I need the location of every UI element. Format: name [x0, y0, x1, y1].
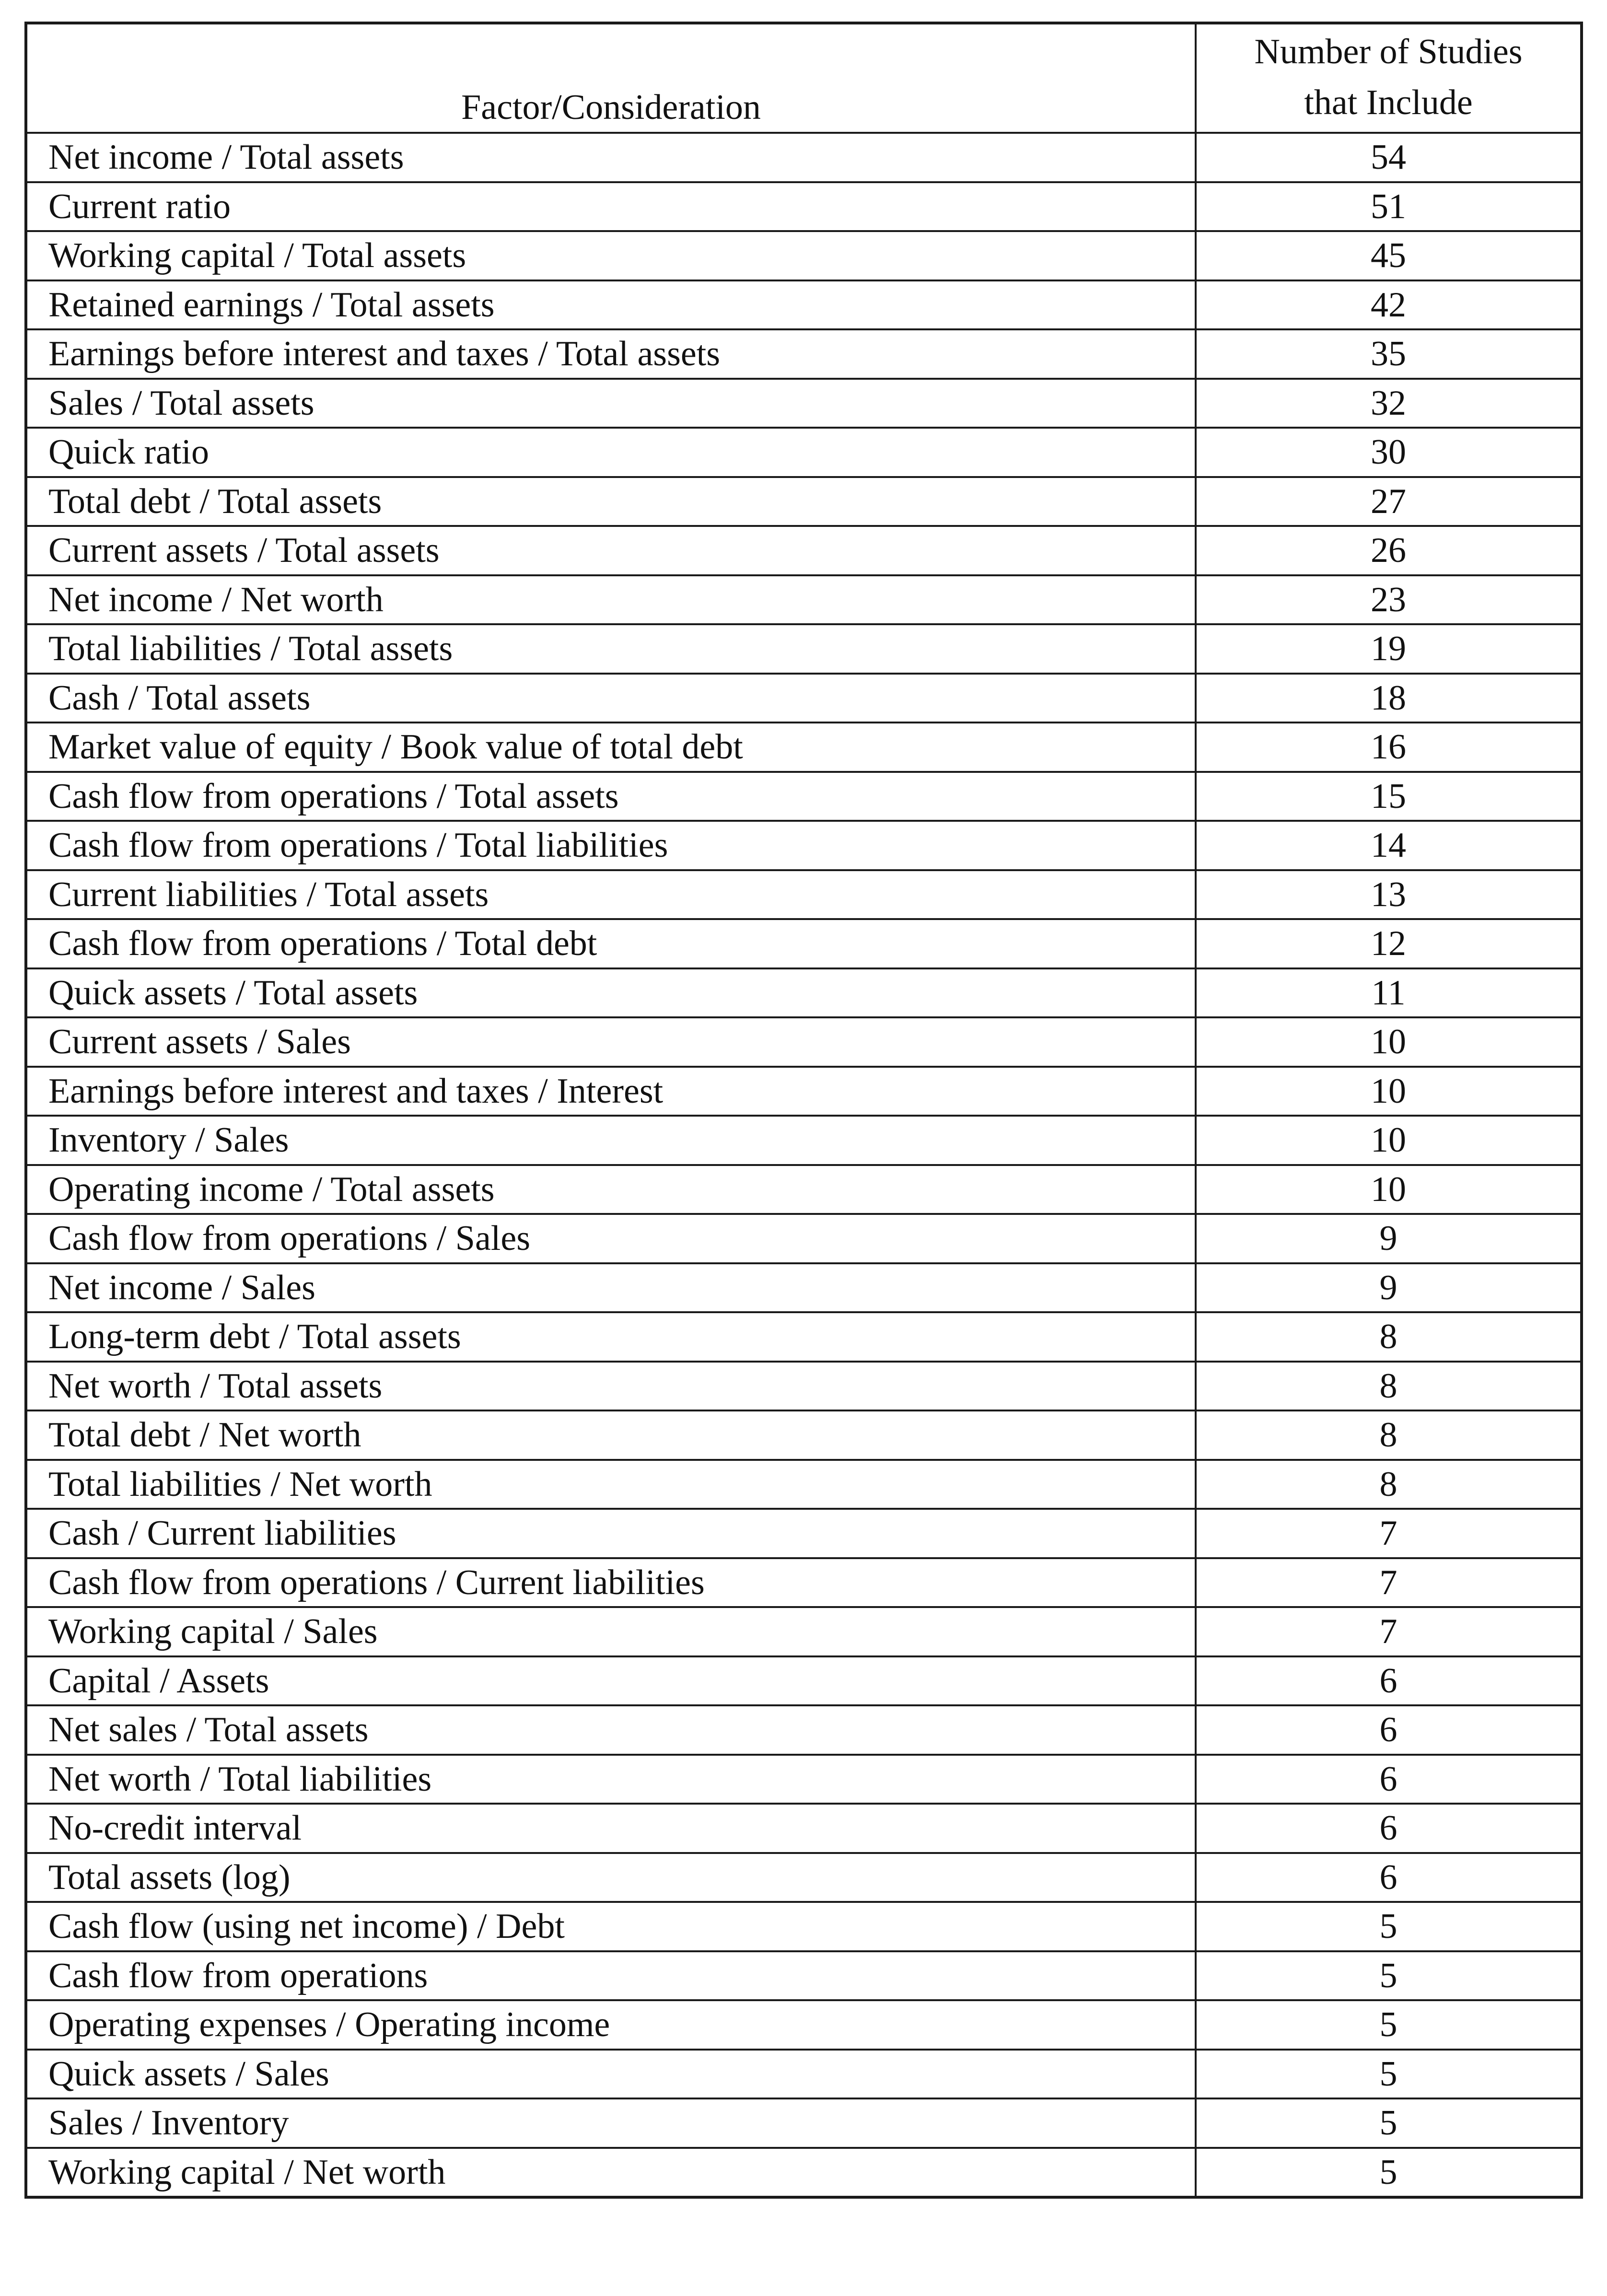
study-count-cell: 8 [1196, 1362, 1582, 1411]
table-row [26, 1607, 1582, 1656]
table-row [26, 1017, 1582, 1067]
study-count-cell: 30 [1196, 428, 1582, 477]
factor-cell: Net income / Total assets [26, 133, 1196, 182]
table-row [26, 575, 1582, 625]
study-count-cell: 7 [1196, 1509, 1582, 1558]
study-count-cell: 35 [1196, 329, 1582, 379]
table-row [26, 379, 1582, 428]
factor-cell: Cash flow from operations / Total liabilities [26, 821, 1196, 870]
table-row [26, 2050, 1582, 2099]
study-count-cell: 12 [1196, 919, 1582, 968]
table-row [26, 1460, 1582, 1509]
table-row [26, 723, 1582, 772]
factor-header-label: Factor/Consideration [461, 88, 761, 127]
factor-cell: Cash flow from operations [26, 1951, 1196, 2001]
study-count-cell: 5 [1196, 2148, 1582, 2198]
factor-cell: Operating income / Total assets [26, 1165, 1196, 1214]
study-count-cell: 15 [1196, 772, 1582, 821]
table-row [26, 1263, 1582, 1313]
study-count-cell: 14 [1196, 821, 1582, 870]
study-count-cell: 9 [1196, 1263, 1582, 1313]
study-count-cell: 23 [1196, 575, 1582, 625]
factor-cell: Current assets / Total assets [26, 526, 1196, 575]
factor-table [24, 22, 1583, 2199]
study-count-cell: 27 [1196, 477, 1582, 526]
table-row [26, 428, 1582, 477]
factor-cell: Long-term debt / Total assets [26, 1312, 1196, 1362]
table-row [26, 477, 1582, 526]
factor-cell: Net worth / Total liabilities [26, 1755, 1196, 1804]
study-count-cell: 10 [1196, 1017, 1582, 1067]
factor-cell: Quick ratio [26, 428, 1196, 477]
factor-cell: Sales / Total assets [26, 379, 1196, 428]
table-row [26, 1067, 1582, 1116]
study-count-cell: 6 [1196, 1804, 1582, 1853]
study-count-cell: 8 [1196, 1460, 1582, 1509]
table-row [26, 1362, 1582, 1411]
study-count-cell: 8 [1196, 1410, 1582, 1460]
factor-cell: Current assets / Sales [26, 1017, 1196, 1067]
table-row [26, 1509, 1582, 1558]
count-column-header [1196, 23, 1582, 133]
factor-cell: Quick assets / Total assets [26, 968, 1196, 1018]
table-header [26, 23, 1582, 133]
study-count-cell: 8 [1196, 1312, 1582, 1362]
factor-cell: Working capital / Total assets [26, 231, 1196, 280]
study-count-cell: 7 [1196, 1607, 1582, 1656]
study-count-cell: 26 [1196, 526, 1582, 575]
factor-cell: Total liabilities / Net worth [26, 1460, 1196, 1509]
study-count-cell: 10 [1196, 1067, 1582, 1116]
table-row [26, 1312, 1582, 1362]
table-row [26, 1902, 1582, 1951]
study-count-cell: 6 [1196, 1656, 1582, 1706]
factor-cell: Working capital / Net worth [26, 2148, 1196, 2198]
count-header-line-2: that Include [1304, 83, 1473, 122]
factor-cell: No-credit interval [26, 1804, 1196, 1853]
table-row [26, 1705, 1582, 1755]
study-count-cell: 9 [1196, 1214, 1582, 1263]
factor-cell: Operating expenses / Operating income [26, 2000, 1196, 2050]
table-row [26, 821, 1582, 870]
factor-cell: Quick assets / Sales [26, 2050, 1196, 2099]
factor-cell: Capital / Assets [26, 1656, 1196, 1706]
study-count-cell: 5 [1196, 2098, 1582, 2148]
table-row [26, 133, 1582, 182]
table-row [26, 1656, 1582, 1706]
table-row [26, 968, 1582, 1018]
factor-cell: Market value of equity / Book value of total debt [26, 723, 1196, 772]
table-row [26, 526, 1582, 575]
study-count-cell: 5 [1196, 1902, 1582, 1951]
factor-cell: Cash / Total assets [26, 674, 1196, 723]
table-row [26, 1214, 1582, 1263]
factor-cell: Total debt / Net worth [26, 1410, 1196, 1460]
table-body [26, 133, 1582, 2197]
table-row [26, 1116, 1582, 1165]
factor-cell: Cash / Current liabilities [26, 1509, 1196, 1558]
study-count-cell: 19 [1196, 624, 1582, 674]
table-row [26, 1853, 1582, 1902]
study-count-cell: 11 [1196, 968, 1582, 1018]
study-count-cell: 6 [1196, 1705, 1582, 1755]
study-count-cell: 6 [1196, 1755, 1582, 1804]
factor-cell: Net worth / Total assets [26, 1362, 1196, 1411]
table-row [26, 1410, 1582, 1460]
table-row [26, 624, 1582, 674]
header-row [26, 23, 1582, 133]
factor-cell: Current liabilities / Total assets [26, 870, 1196, 920]
study-count-cell: 16 [1196, 723, 1582, 772]
factor-cell: Current ratio [26, 182, 1196, 232]
count-header-line-1: Number of Studies [1254, 32, 1523, 71]
factor-cell: Earnings before interest and taxes / Interest [26, 1067, 1196, 1116]
factor-cell: Inventory / Sales [26, 1116, 1196, 1165]
factor-cell: Total liabilities / Total assets [26, 624, 1196, 674]
factor-column-header [26, 23, 1196, 133]
factor-cell: Total assets (log) [26, 1853, 1196, 1902]
study-count-cell: 42 [1196, 280, 1582, 330]
table-row [26, 674, 1582, 723]
study-count-cell: 54 [1196, 133, 1582, 182]
factor-cell: Retained earnings / Total assets [26, 280, 1196, 330]
table-row [26, 231, 1582, 280]
table-row [26, 919, 1582, 968]
study-count-cell: 7 [1196, 1558, 1582, 1608]
table-row [26, 2098, 1582, 2148]
table-row [26, 182, 1582, 232]
factor-cell: Cash flow from operations / Total assets [26, 772, 1196, 821]
factor-cell: Cash flow from operations / Current liabilities [26, 1558, 1196, 1608]
factor-cell: Earnings before interest and taxes / Total assets [26, 329, 1196, 379]
study-count-cell: 5 [1196, 2050, 1582, 2099]
study-count-cell: 10 [1196, 1165, 1582, 1214]
study-count-cell: 18 [1196, 674, 1582, 723]
study-count-cell: 5 [1196, 2000, 1582, 2050]
table-row [26, 329, 1582, 379]
factor-cell: Net income / Sales [26, 1263, 1196, 1313]
table-row [26, 280, 1582, 330]
table-row [26, 1165, 1582, 1214]
table-row [26, 1951, 1582, 2001]
table-row [26, 1804, 1582, 1853]
table-row [26, 1558, 1582, 1608]
study-count-cell: 51 [1196, 182, 1582, 232]
factor-cell: Cash flow from operations / Total debt [26, 919, 1196, 968]
table-row [26, 870, 1582, 920]
factor-cell: Working capital / Sales [26, 1607, 1196, 1656]
factor-cell: Cash flow from operations / Sales [26, 1214, 1196, 1263]
study-count-cell: 45 [1196, 231, 1582, 280]
study-count-cell: 5 [1196, 1951, 1582, 2001]
table-row [26, 1755, 1582, 1804]
factor-cell: Net sales / Total assets [26, 1705, 1196, 1755]
factor-cell: Net income / Net worth [26, 575, 1196, 625]
study-count-cell: 32 [1196, 379, 1582, 428]
factor-cell: Cash flow (using net income) / Debt [26, 1902, 1196, 1951]
table-row [26, 2148, 1582, 2198]
factor-cell: Sales / Inventory [26, 2098, 1196, 2148]
table-row [26, 2000, 1582, 2050]
study-count-cell: 10 [1196, 1116, 1582, 1165]
study-count-cell: 13 [1196, 870, 1582, 920]
table-row [26, 772, 1582, 821]
factor-cell: Total debt / Total assets [26, 477, 1196, 526]
study-count-cell: 6 [1196, 1853, 1582, 1902]
